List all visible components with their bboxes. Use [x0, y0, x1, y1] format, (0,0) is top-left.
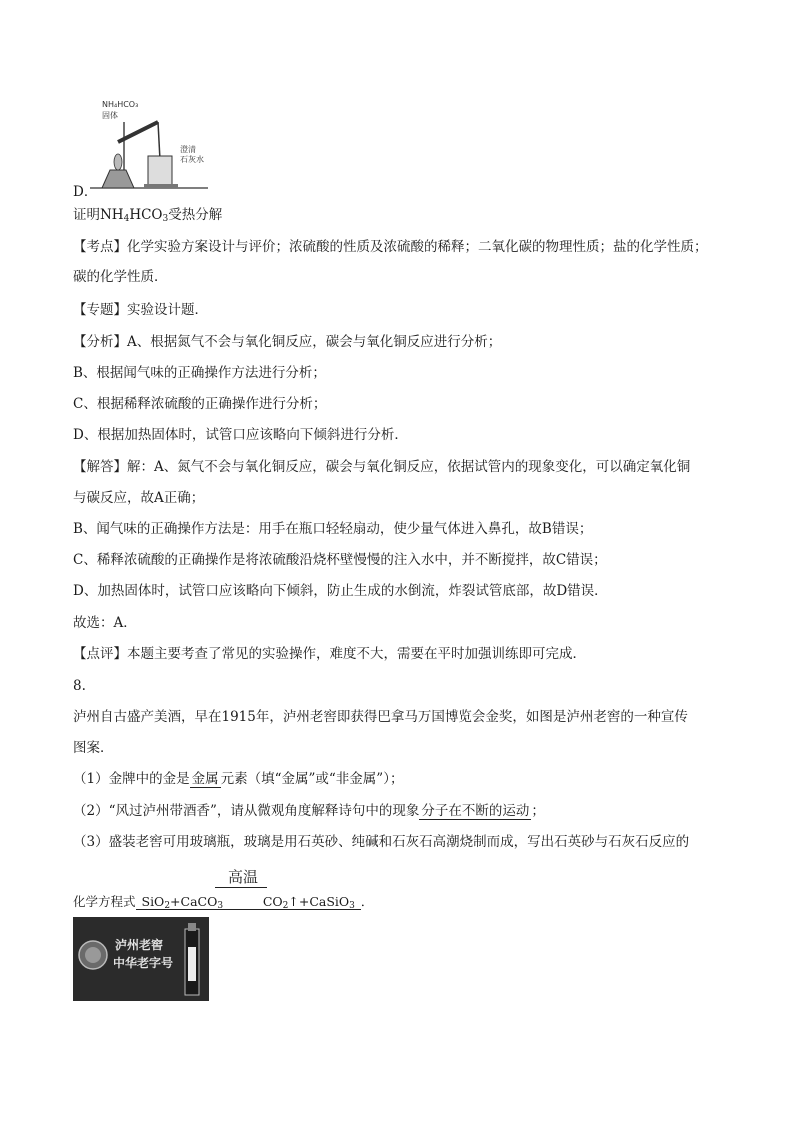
jieda-line-1: 【解答】解：A、氮气不会与氧化铜反应，碳会与氧化铜反应，依据试管内的现象变化，可以确定氧化铜: [73, 459, 691, 475]
subquestion-2: （2）“风过泸州带酒香”，请从微观角度解释诗句中的现象 分子在不断的运动 ；: [73, 803, 545, 819]
jieda-line-2: 与碳反应，故A正确；: [73, 490, 205, 506]
option-d-caption: 证明$NH_4HCO_3$受热分解: [73, 207, 223, 224]
zhuanti-line: 【专题】实验设计题．: [73, 302, 208, 318]
guxuan-line: 故选：A．: [73, 615, 137, 631]
chemical-equation: 化学方程式 SiO$_2$+CaCO$_3$ $CO_2↑+CaSiO_3$ ．: [73, 894, 374, 911]
poster-graphic: [73, 917, 209, 1001]
question-number: 8.: [73, 678, 86, 694]
kaodian-line-1: 【考点】化学实验方案设计与评价；浓硫酸的性质及浓硫酸的稀释；二氧化碳的物理性质；盐的化学性质；: [73, 239, 708, 255]
subquestion-1: （1）金牌中的金是 金属 元素（填“金属”或“非金属”）；: [73, 771, 404, 787]
jieda-line-5: D、加热固体时，试管口应该略向下倾斜，防止生成的水倒流，炸裂试管底部，故D错误．: [73, 583, 608, 599]
equation-answer: SiO$_2$+CaCO$_3$ $CO_2↑+CaSiO_3$: [136, 894, 361, 910]
answer-1: 金属: [191, 771, 219, 787]
kaodian-line-2: 碳的化学性质．: [73, 269, 168, 285]
luzhou-poster: [73, 917, 209, 1001]
fenxi-line-1: 【分析】A、根据氮气不会与氧化铜反应，碳会与氧化铜反应进行分析；: [73, 334, 502, 350]
apparatus-figure: [88, 100, 210, 192]
question-text-2: 图案．: [73, 740, 114, 756]
dianping-line: 【点评】本题主要考查了常见的实验操作，难度不大，需要在平时加强训练即可完成．: [73, 646, 586, 662]
fenxi-line-2: B、根据闻气味的正确操作方法进行分析；: [73, 365, 326, 381]
question-text-1: 泸州自古盛产美酒，早在1915年，泸州老窖即获得巴拿马万国博览会金奖，如图是泸州老窖的一种宣传: [73, 709, 688, 725]
poster-title-2: 中华老字号: [113, 956, 174, 970]
condition-high-temp: 高温: [228, 868, 259, 886]
limewater-label-2: 石灰水: [180, 155, 204, 164]
jieda-line-3: B、闻气味的正确操作方法是：用手在瓶口轻轻扇动，使少量气体进入鼻孔，故B错误；: [73, 521, 593, 537]
fenxi-line-3: C、根据稀释浓硫酸的正确操作进行分析；: [73, 396, 327, 412]
option-d-label: D．: [73, 184, 98, 200]
reagent-label: NH₄HCO₃: [102, 100, 139, 109]
fenxi-line-4: D、根据加热固体时，试管口应该略向下倾斜进行分析．: [73, 427, 408, 443]
equation-line: [215, 887, 267, 888]
limewater-label-1: 澄清: [180, 145, 196, 154]
poster-title-1: 泸州老窖: [115, 938, 164, 952]
jieda-line-4: C、稀释浓硫酸的正确操作是将浓硫酸沿烧杯壁慢慢的注入水中，并不断搅拌，故C错误；: [73, 552, 607, 568]
solid-label: 固体: [102, 111, 118, 120]
subquestion-3: （3）盛装老窖可用玻璃瓶，玻璃是用石英砂、纯碱和石灰石高潮烧制而成，写出石英砂与石灰石反应的: [73, 834, 690, 850]
answer-2: 分子在不断的运动: [421, 803, 530, 819]
